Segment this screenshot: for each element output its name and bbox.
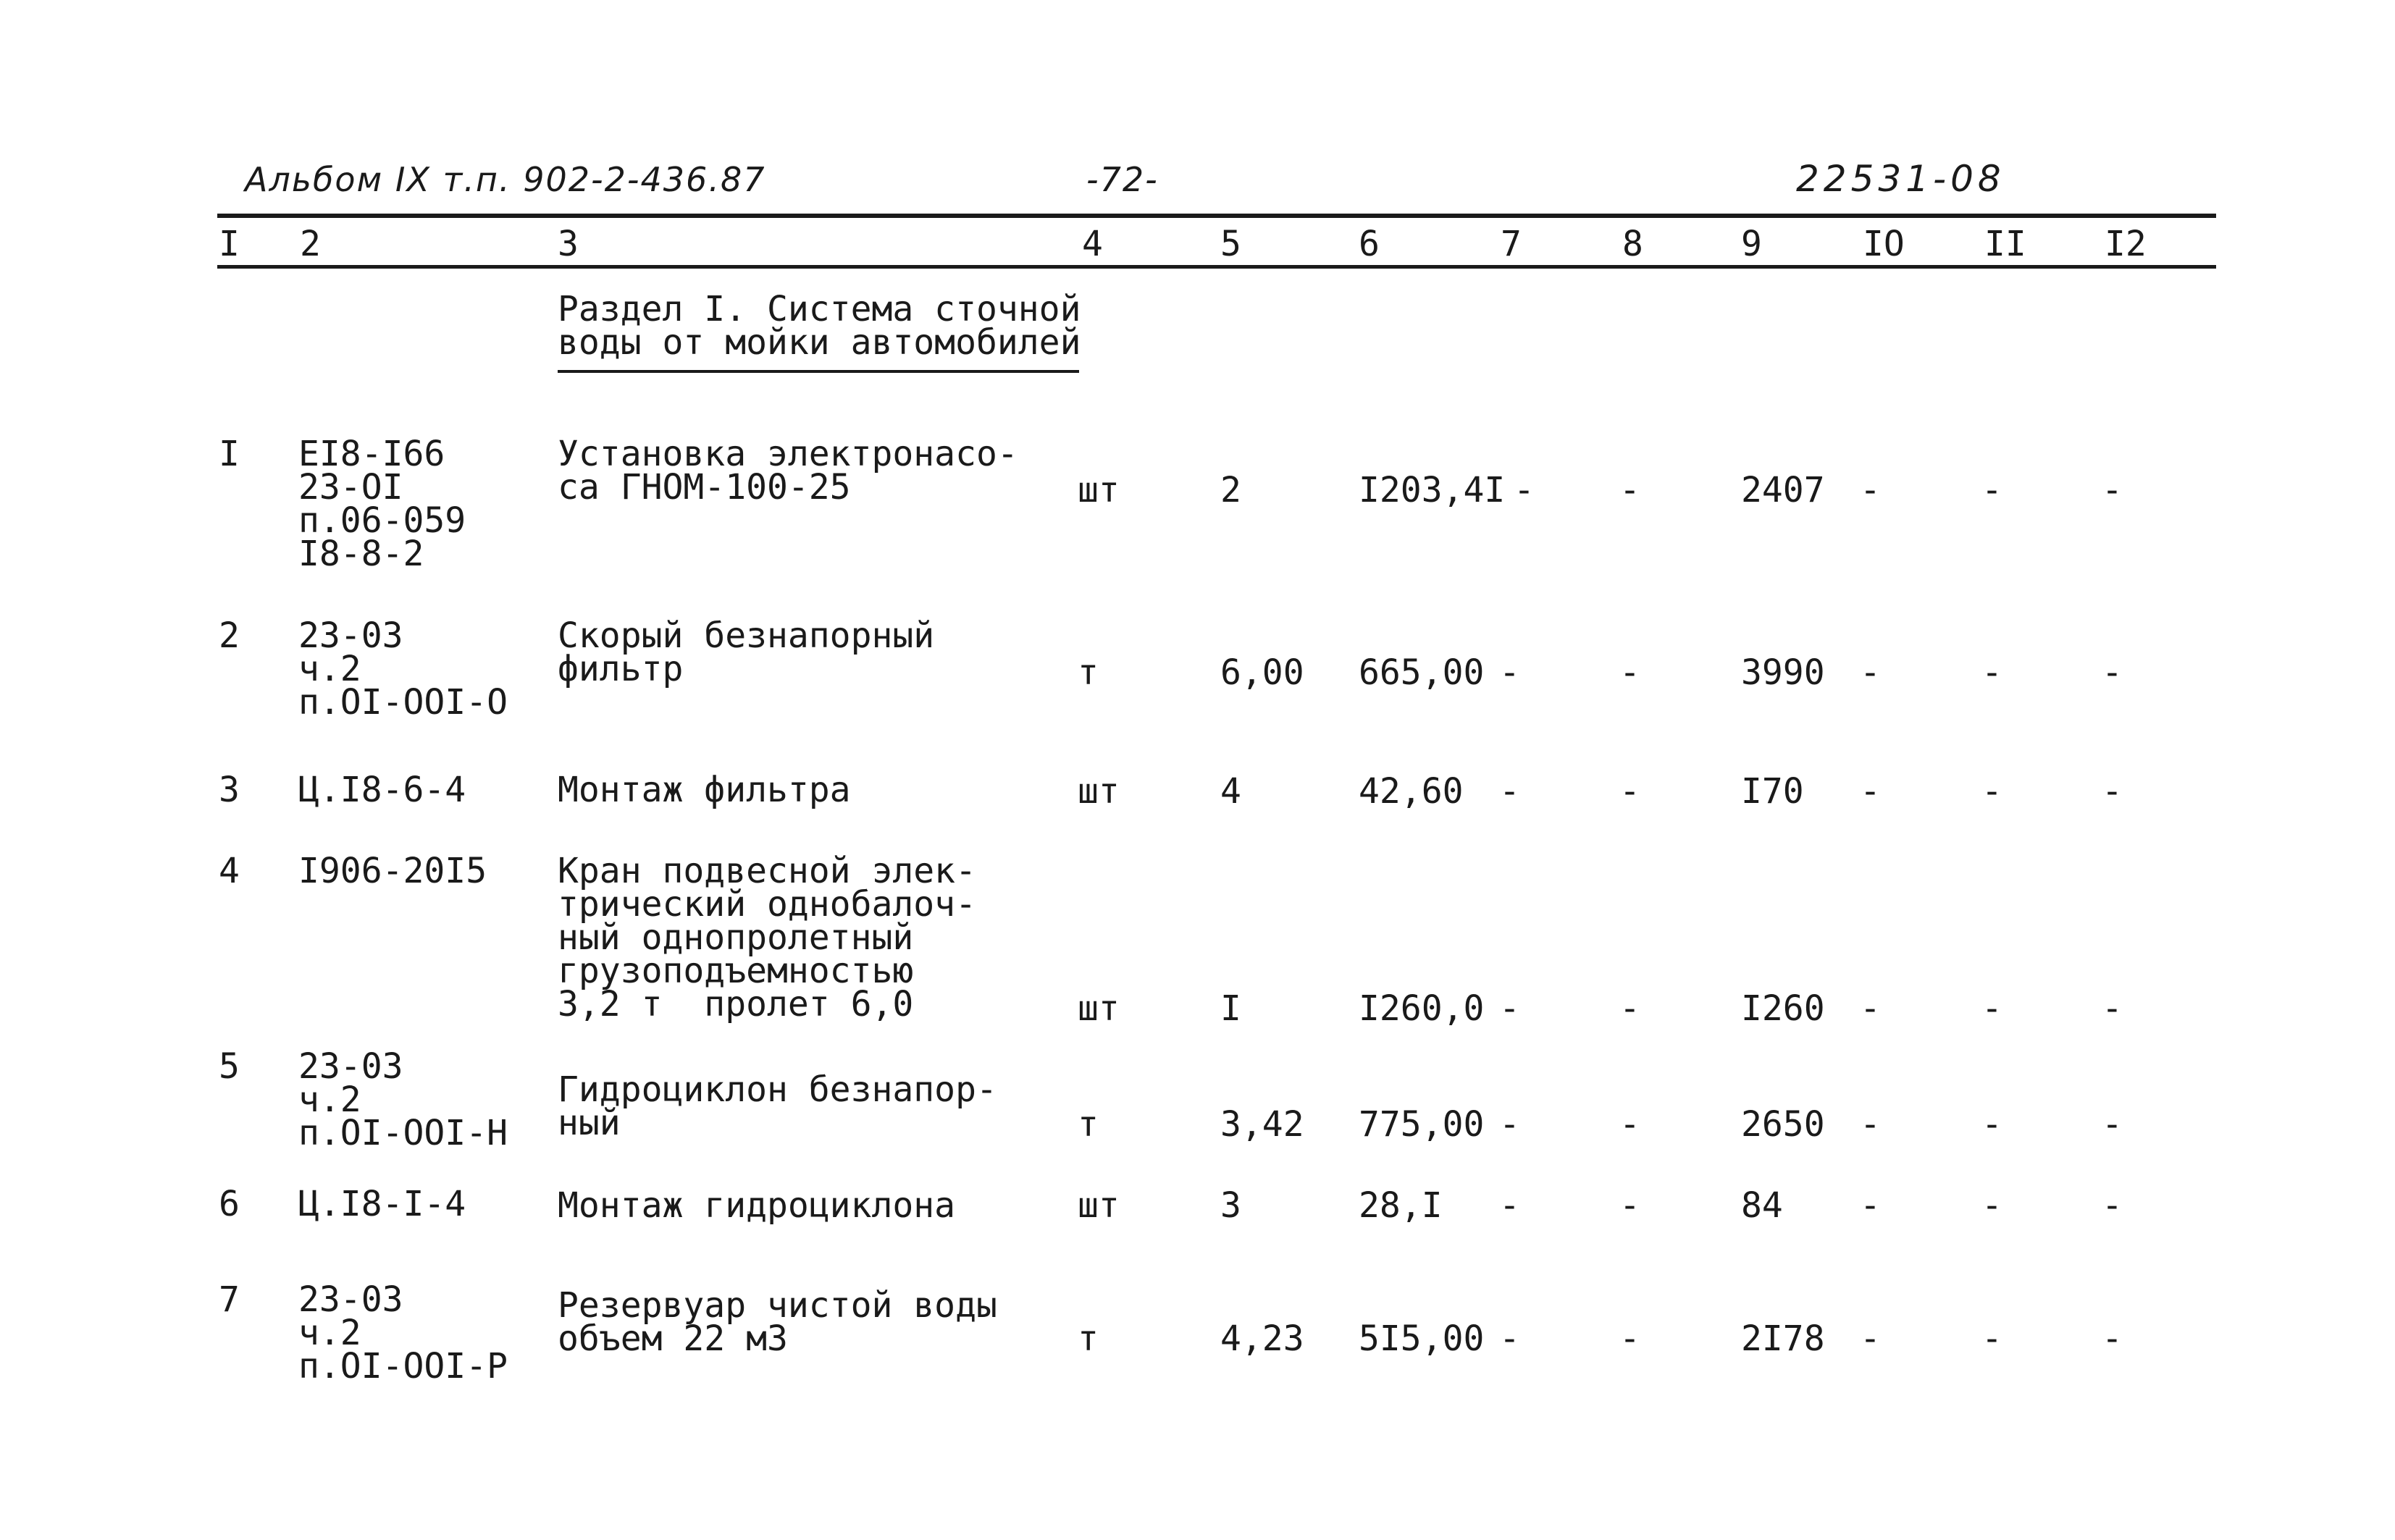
col11-value: - bbox=[1981, 1318, 2002, 1359]
column-number: 9 bbox=[1741, 224, 1762, 264]
column-number: 5 bbox=[1220, 224, 1241, 264]
total-cost: 2I78 bbox=[1741, 1318, 1825, 1359]
quantity: 3,42 bbox=[1220, 1104, 1304, 1145]
page-number: -72- bbox=[1086, 160, 1159, 199]
item-name: Скорый безнапорный фильтр bbox=[558, 615, 935, 689]
col7-value: - bbox=[1499, 652, 1520, 693]
top-rule bbox=[217, 214, 2216, 218]
col7-value: - bbox=[1514, 470, 1535, 510]
col8-value: - bbox=[1619, 1318, 1640, 1359]
col10-value: - bbox=[1860, 652, 1881, 693]
section-title: Раздел I. Система сточной воды от мойки автомобилей bbox=[558, 289, 1081, 363]
col8-value: - bbox=[1619, 1185, 1640, 1226]
quantity: 3 bbox=[1220, 1185, 1241, 1226]
col10-value: - bbox=[1860, 988, 1881, 1029]
item-name: Установка электронасо- са ГНОМ-100-25 bbox=[558, 434, 1018, 508]
column-number: I2 bbox=[2105, 224, 2147, 264]
col12-value: - bbox=[2102, 470, 2123, 510]
column-number: 7 bbox=[1501, 224, 1522, 264]
unit: т bbox=[1078, 1318, 1099, 1359]
total-cost: 2407 bbox=[1741, 470, 1825, 510]
col11-value: - bbox=[1981, 652, 2002, 693]
column-number: 6 bbox=[1359, 224, 1380, 264]
col12-value: - bbox=[2102, 988, 2123, 1029]
col10-value: - bbox=[1860, 1318, 1881, 1359]
row-number: 3 bbox=[219, 770, 240, 810]
unit: шт bbox=[1078, 470, 1120, 510]
total-cost: I260 bbox=[1741, 988, 1825, 1029]
album-reference: Альбом IX т.п. 902-2-436.87 bbox=[245, 160, 766, 199]
col7-value: - bbox=[1499, 1185, 1520, 1226]
col8-value: - bbox=[1619, 988, 1640, 1029]
row-number: I bbox=[219, 434, 240, 474]
col12-value: - bbox=[2102, 771, 2123, 812]
row-number: 5 bbox=[219, 1046, 240, 1087]
item-name: Гидроциклон безнапор- ный bbox=[558, 1069, 997, 1143]
total-cost: I70 bbox=[1741, 771, 1804, 812]
column-number: II bbox=[1984, 224, 2026, 264]
resource-code: 23-03 ч.2 п.OI-OOI-H bbox=[298, 1046, 508, 1153]
unit-price: 775,00 bbox=[1359, 1104, 1485, 1145]
total-cost: 3990 bbox=[1741, 652, 1825, 693]
column-number: 8 bbox=[1622, 224, 1643, 264]
total-cost: 2650 bbox=[1741, 1104, 1825, 1145]
col7-value: - bbox=[1499, 771, 1520, 812]
quantity: 2 bbox=[1220, 470, 1241, 510]
col11-value: - bbox=[1981, 988, 2002, 1029]
unit: т bbox=[1078, 1104, 1099, 1145]
column-number: 3 bbox=[558, 224, 579, 264]
unit-price: 28,I bbox=[1359, 1185, 1443, 1226]
column-number: 4 bbox=[1082, 224, 1103, 264]
unit-price: 5I5,00 bbox=[1359, 1318, 1485, 1359]
unit-price: 42,60 bbox=[1359, 771, 1464, 812]
col11-value: - bbox=[1981, 1185, 2002, 1226]
row-number: 6 bbox=[219, 1184, 240, 1224]
header-bottom-rule bbox=[217, 265, 2216, 269]
row-number: 7 bbox=[219, 1279, 240, 1320]
col11-value: - bbox=[1981, 470, 2002, 510]
row-number: 4 bbox=[219, 851, 240, 891]
unit: шт bbox=[1078, 988, 1120, 1029]
resource-code: Ц.I8-6-4 bbox=[298, 770, 466, 810]
column-number: IO bbox=[1863, 224, 1905, 264]
col12-value: - bbox=[2102, 1104, 2123, 1145]
total-cost: 84 bbox=[1741, 1185, 1783, 1226]
col12-value: - bbox=[2102, 652, 2123, 693]
unit-price: I260,0 bbox=[1359, 988, 1485, 1029]
resource-code: I906-20I5 bbox=[298, 851, 487, 891]
col11-value: - bbox=[1981, 771, 2002, 812]
col7-value: - bbox=[1499, 988, 1520, 1029]
unit: т bbox=[1078, 652, 1099, 693]
section-title-underline bbox=[558, 370, 1079, 373]
col10-value: - bbox=[1860, 1104, 1881, 1145]
col8-value: - bbox=[1619, 652, 1640, 693]
resource-code: 23-03 ч.2 п.OI-OOI-P bbox=[298, 1279, 508, 1387]
quantity: 4,23 bbox=[1220, 1318, 1304, 1359]
column-number: 2 bbox=[300, 224, 321, 264]
document-number: 22531-08 bbox=[1796, 158, 2005, 200]
quantity: 4 bbox=[1220, 771, 1241, 812]
resource-code: 23-03 ч.2 п.OI-OOI-O bbox=[298, 615, 508, 723]
resource-code: EI8-I66 23-OI п.06-059 I8-8-2 bbox=[298, 434, 466, 574]
unit-price: I203,4I bbox=[1359, 470, 1506, 510]
unit-price: 665,00 bbox=[1359, 652, 1485, 693]
item-name: Кран подвесной элек- трический однобалоч- ный однопролетный грузоподъемностью 3,2 т пролет 6,0 bbox=[558, 851, 976, 1024]
resource-code: Ц.I8-I-4 bbox=[298, 1184, 466, 1224]
unit: шт bbox=[1078, 771, 1120, 812]
col10-value: - bbox=[1860, 470, 1881, 510]
column-number: I bbox=[219, 224, 240, 264]
col11-value: - bbox=[1981, 1104, 2002, 1145]
col12-value: - bbox=[2102, 1185, 2123, 1226]
row-number: 2 bbox=[219, 615, 240, 656]
col12-value: - bbox=[2102, 1318, 2123, 1359]
item-name: Монтаж гидроциклона bbox=[558, 1185, 956, 1226]
col7-value: - bbox=[1499, 1318, 1520, 1359]
col10-value: - bbox=[1860, 1185, 1881, 1226]
item-name: Резервуар чистой воды объем 22 м3 bbox=[558, 1285, 997, 1359]
item-name: Монтаж фильтра bbox=[558, 770, 851, 810]
unit: шт bbox=[1078, 1185, 1120, 1226]
col7-value: - bbox=[1499, 1104, 1520, 1145]
col8-value: - bbox=[1619, 470, 1640, 510]
quantity: I bbox=[1220, 988, 1241, 1029]
col8-value: - bbox=[1619, 771, 1640, 812]
quantity: 6,00 bbox=[1220, 652, 1304, 693]
col10-value: - bbox=[1860, 771, 1881, 812]
col8-value: - bbox=[1619, 1104, 1640, 1145]
